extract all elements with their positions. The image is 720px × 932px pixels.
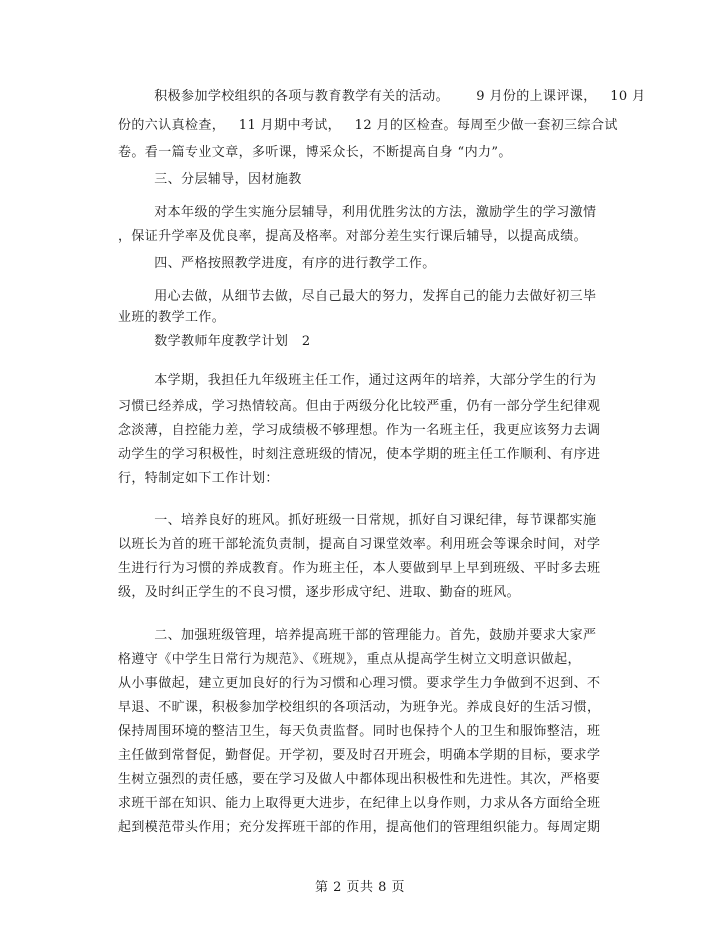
text-line: 对本年级的学生实施分层辅导，利用优胜劣汰的方法，激励学生的学习激情 bbox=[118, 205, 597, 220]
text-line: 动学生的学习积极性，时刻注意班级的情况，使本学期的班主任工作顺利、有序进 bbox=[118, 447, 601, 462]
text-line: 生树立强烈的责任感，要在学习及做人中都体现出积极性和先进性。其次，严格要 bbox=[118, 772, 601, 787]
text-line: 二、加强班级管理，培养提高班干部的管理能力。首先，鼓励并要求大家严 bbox=[118, 628, 597, 643]
text-line: 念淡薄，自控能力差，学习成绩极不够理想。作为一名班主任，我更应该努力去调 bbox=[118, 423, 601, 438]
text-line: 早退、不旷课，积极参加学校组织的各项活动，为班争光。养成良好的生活习惯， bbox=[118, 700, 601, 715]
text-line: 生进行行为习惯的养成教育。作为班主任，本人要做到早上早到班级、平时多去班 bbox=[118, 561, 601, 576]
text-line: 格遵守《中学生日常行为规范》、《班规》，重点从提高学生树立文明意识做起， bbox=[118, 652, 581, 667]
text-line: 习惯已经养成，学习热情较高。但由于两级分化比较严重，仍有一部分学生纪律观 bbox=[118, 399, 601, 414]
text-line: 用心去做，从细节去做，尽自己最大的努力，发挥自己的能力去做好初三毕 bbox=[118, 289, 597, 304]
text-line: 级，及时纠正学生的不良习惯，逐步形成守纪、进取、勤奋的班风。 bbox=[118, 585, 521, 600]
text-line: 本学期，我担任九年级班主任工作，通过这两年的培养，大部分学生的行为 bbox=[118, 373, 597, 388]
text-line: 主任做到常督促，勤督促。开学初，要及时召开班会，明确本学期的目标，要求学 bbox=[118, 748, 601, 763]
document-title: 数学教师年度教学计划 2 bbox=[118, 334, 311, 349]
text-line: 行，特制定如下工作计划： bbox=[118, 471, 279, 486]
text-line: 求班干部在知识、能力上取得更大进步，在纪律上以身作则，力求从各方面给全班 bbox=[118, 796, 601, 811]
section-heading: 四、严格按照教学进度，有序的进行教学工作。 bbox=[118, 256, 436, 271]
text-line: ，保证升学率及优良率，提高及格率。对部分差生实行课后辅导，以提高成绩。 bbox=[118, 229, 588, 244]
text-line: 卷。看一篇专业文章，多听课，博采众长，不断提高自身 “内力”。 bbox=[118, 145, 512, 160]
text-line: 一、培养良好的班风。抓好班级一日常规，抓好自习课纪律，每节课都实施 bbox=[118, 513, 597, 528]
text-line: 业班的教学工作。 bbox=[118, 310, 226, 325]
text-line: 起到模范带头作用；充分发挥班干部的作用，提高他们的管理组织能力。每周定期 bbox=[118, 820, 601, 835]
text-line: 积极参加学校组织的各项与教育教学有关的活动。 9 月份的上课评课， 10 月 bbox=[118, 89, 646, 104]
page-footer: 第 2 页共 8 页 bbox=[314, 880, 406, 895]
text-line: 份的六认真检查， 11 月期中考试， 12 月的区检查。每周至少做一套初三综合试 bbox=[118, 118, 618, 133]
section-heading: 三、分层辅导，因材施教 bbox=[118, 172, 302, 187]
text-line: 以班长为首的班干部轮流负责制，提高自习课堂效率。利用班会等课余时间，对学 bbox=[118, 537, 601, 552]
text-line: 保持周围环境的整洁卫生，每天负责监督。同时也保持个人的卫生和服饰整洁，班 bbox=[118, 724, 601, 739]
text-line: 从小事做起，建立更加良好的行为习惯和心理习惯。要求学生力争做到不迟到、不 bbox=[118, 676, 601, 691]
